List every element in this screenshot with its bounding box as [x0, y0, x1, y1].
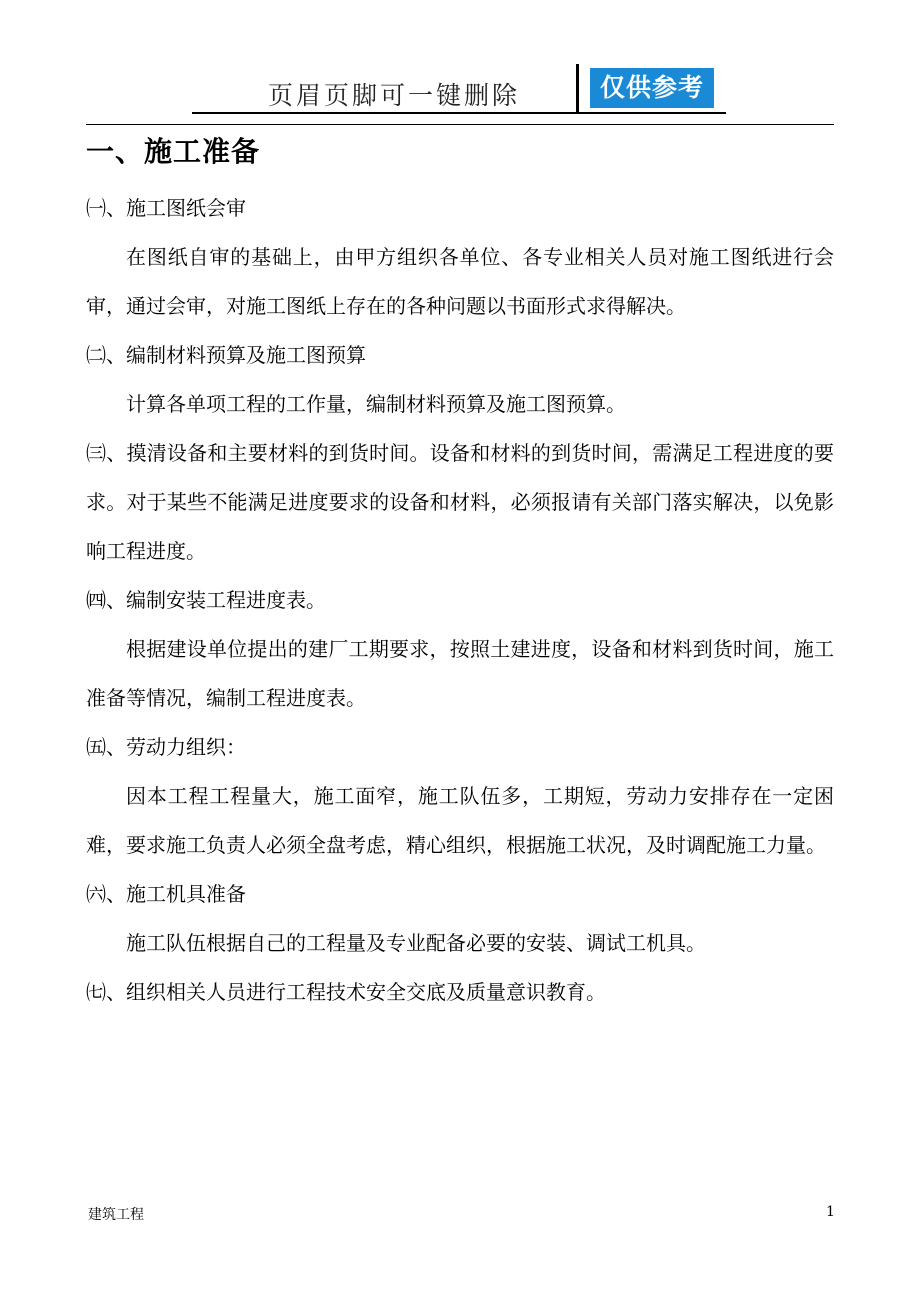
reference-only-badge: 仅供参考: [590, 68, 714, 108]
item-5-heading: ㈤、劳动力组织：: [86, 735, 246, 759]
footer-label: 建筑工程: [88, 1207, 144, 1223]
header-text: 页眉页脚可一键删除: [268, 81, 521, 110]
item-6-heading: ㈥、施工机具准备: [86, 882, 246, 906]
document-body: [86, 132, 834, 1017]
header-underline: [192, 112, 726, 114]
section-title: 一、施工准备: [86, 135, 261, 168]
item-5-paragraph: 因本工程工程量大，施工面窄，施工队伍多，工期短，劳动力安排存在一定困难，要求施工负责人必须全盘考虑，精心组织，根据施工状况，及时调配施工力量。: [86, 784, 834, 857]
header-rule: [86, 124, 834, 125]
page-header: [0, 0, 920, 130]
item-2-heading: ㈡、编制材料预算及施工图预算: [86, 343, 366, 367]
item-1-heading: ㈠、施工图纸会审: [86, 196, 246, 220]
header-divider-bar: [576, 64, 579, 114]
item-4-heading: ㈣、编制安装工程进度表。: [86, 588, 326, 612]
item-4-paragraph: 根据建设单位提出的建厂工期要求，按照土建进度，设备和材料到货时间，施工准备等情况，编制工程进度表。: [86, 637, 834, 710]
item-2-paragraph: 计算各单项工程的工作量，编制材料预算及施工图预算。: [126, 392, 626, 416]
item-7-paragraph: ㈦、组织相关人员进行工程技术安全交底及质量意识教育。: [86, 980, 606, 1004]
page-number: 1: [826, 1204, 835, 1220]
item-6-paragraph: 施工队伍根据自己的工程量及专业配备必要的安装、调试工机具。: [126, 931, 706, 955]
item-1-paragraph: 在图纸自审的基础上，由甲方组织各单位、各专业相关人员对施工图纸进行会审，通过会审，对施工图纸上存在的各种问题以书面形式求得解决。: [86, 245, 834, 318]
item-3-paragraph: ㈢、摸清设备和主要材料的到货时间。设备和材料的到货时间，需满足工程进度的要求。对于某些不能满足进度要求的设备和材料，必须报请有关部门落实解决，以免影响工程进度。: [86, 441, 834, 563]
